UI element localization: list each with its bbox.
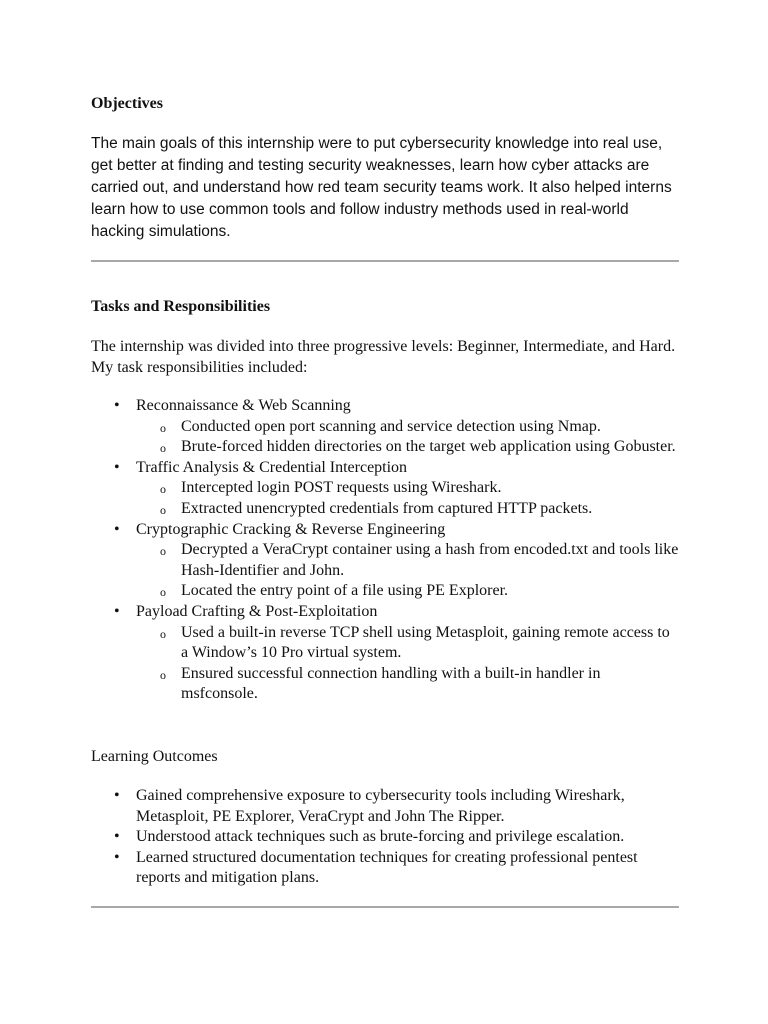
bullet-icon: • — [114, 458, 120, 476]
outcome-item — [91, 848, 679, 889]
tasks-intro: The internship was divided into three progressive levels: Beginner, Intermediate, and Hard. My task responsibilities included: — [91, 338, 676, 376]
bullet-icon: • — [114, 828, 120, 846]
subtask-item — [136, 478, 679, 499]
section-divider — [91, 260, 679, 262]
subtask-text: Decrypted a VeraCrypt container using a hash from encoded.txt and tools like Hash-Identifier and John. — [181, 541, 679, 579]
outcome-text: Understood attack techniques such as brute-forcing and privilege escalation. — [136, 828, 625, 846]
task-label: Traffic Analysis & Credential Interception — [136, 458, 408, 476]
subtask-item — [136, 499, 679, 520]
task-label: Payload Crafting & Post-Exploitation — [136, 602, 378, 620]
outcome-text: Gained comprehensive exposure to cybersecurity tools including Wireshark, Metasploit, PE Explorer, VeraCrypt and John The Ripper. — [136, 787, 625, 825]
task-item — [91, 396, 679, 458]
subtask-item — [136, 540, 679, 581]
outcomes-heading: Learning Outcomes — [91, 748, 218, 765]
sub-bullet-icon: o — [160, 667, 166, 682]
outcome-item — [91, 786, 679, 827]
task-item — [91, 602, 679, 705]
outcome-text: Learned structured documentation techniques for creating professional pentest reports and mitigation plans. — [136, 848, 638, 887]
outcome-item — [91, 827, 679, 848]
subtask-item — [136, 623, 679, 664]
bullet-icon: • — [114, 397, 120, 414]
subtask-text: Ensured successful connection handling with a built-in handler in msfconsole. — [181, 664, 601, 703]
task-item — [91, 458, 679, 520]
subtask-item — [136, 417, 679, 438]
subtask-item — [136, 664, 679, 705]
objectives-heading: Objectives — [91, 95, 163, 112]
objectives-paragraph: The main goals of this internship were to put cybersecurity knowledge into real use, get better at finding and testing security weaknesses, learn how cyber attacks are carried out, and understand how red team security teams work. It also helped interns learn how to use common tools and follow industry methods used in real-world hacking simulations. — [91, 135, 672, 240]
bullet-icon: • — [114, 520, 120, 538]
subtask-item — [136, 581, 679, 602]
subtask-list — [136, 478, 679, 519]
bullet-icon: • — [114, 602, 120, 620]
subtask-list — [136, 540, 679, 602]
sub-bullet-icon: o — [160, 544, 166, 559]
sub-bullet-icon: o — [160, 420, 166, 435]
bullet-icon: • — [114, 787, 120, 804]
subtask-list — [136, 417, 679, 458]
subtask-text: Brute-forced hidden directories on the target web application using Gobuster. — [181, 438, 676, 456]
sub-bullet-icon: o — [160, 482, 166, 497]
subtask-text: Extracted unencrypted credentials from captured HTTP packets. — [181, 499, 593, 517]
task-label: Reconnaissance & Web Scanning — [136, 397, 351, 414]
sub-bullet-icon: o — [160, 585, 166, 600]
task-item — [91, 520, 679, 602]
tasks-heading: Tasks and Responsibilities — [91, 298, 271, 315]
sub-bullet-icon: o — [160, 441, 166, 456]
outcomes-list — [91, 786, 679, 889]
sub-bullet-icon: o — [160, 502, 166, 517]
subtask-list — [136, 623, 679, 705]
bullet-icon: • — [114, 848, 120, 866]
task-list — [91, 396, 679, 705]
subtask-text: Used a built-in reverse TCP shell using Metasploit, gaining remote access to a Window’s 10 Pro virtual system. — [181, 623, 670, 662]
sub-bullet-icon: o — [160, 626, 166, 641]
section-divider — [91, 906, 679, 908]
subtask-text: Intercepted login POST requests using Wireshark. — [181, 479, 502, 497]
subtask-text: Conducted open port scanning and service detection using Nmap. — [181, 417, 601, 435]
subtask-text: Located the entry point of a file using PE Explorer. — [181, 582, 509, 600]
task-label: Cryptographic Cracking & Reverse Engineering — [136, 520, 446, 538]
subtask-item — [136, 437, 679, 458]
